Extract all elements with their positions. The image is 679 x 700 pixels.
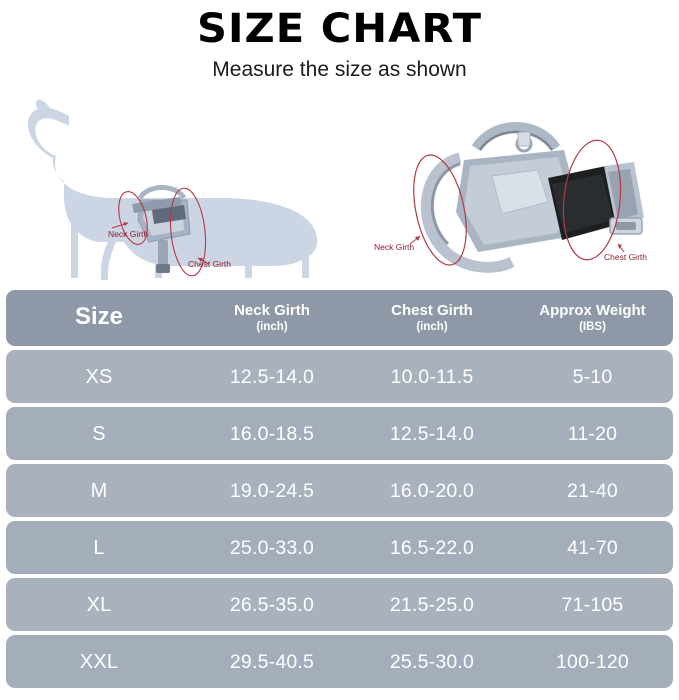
cell-size: L — [93, 536, 105, 559]
page-subtitle: Measure the size as shown — [212, 58, 467, 81]
cell-neck: 12.5-14.0 — [229, 365, 315, 388]
cell-neck: 26.5-35.0 — [229, 593, 315, 616]
column-header-chest-unit: (inch) — [416, 321, 448, 333]
dog-silhouette-illustration — [12, 92, 342, 288]
column-header-weight — [512, 302, 673, 334]
cell-size: XXL — [79, 650, 119, 673]
cell-neck: 29.5-40.5 — [229, 650, 315, 673]
table-row — [6, 350, 673, 403]
column-header-weight-label: Approx Weight — [539, 302, 646, 319]
cell-size: XS — [85, 365, 113, 388]
cell-chest: 12.5-14.0 — [389, 422, 475, 445]
cell-weight: 11-20 — [567, 422, 618, 445]
harness-product-illustration — [352, 92, 672, 288]
column-header-chest — [352, 302, 512, 334]
column-header-chest-label: Chest Girth — [391, 302, 473, 319]
chest-girth-label-left: Chest Girth — [188, 259, 231, 269]
table-row — [6, 635, 673, 688]
illustration-band — [0, 92, 679, 288]
table-row — [6, 464, 673, 517]
cell-chest: 16.0-20.0 — [389, 479, 475, 502]
column-header-weight-unit: (IBS) — [579, 321, 606, 333]
cell-size: S — [92, 422, 106, 445]
chest-girth-label-right: Chest Girth — [604, 252, 647, 262]
page-title: SIZE CHART — [197, 6, 482, 52]
column-header-neck-label: Neck Girth — [234, 302, 310, 319]
column-header-neck-unit: (inch) — [256, 321, 288, 333]
cell-chest: 16.5-22.0 — [389, 536, 475, 559]
header — [0, 0, 679, 84]
cell-size: XL — [86, 593, 112, 616]
table-row — [6, 407, 673, 460]
cell-neck: 16.0-18.5 — [229, 422, 315, 445]
cell-size: M — [90, 479, 108, 502]
cell-weight: 41-70 — [567, 536, 618, 559]
dog-silhouette-icon — [12, 92, 342, 288]
cell-weight: 100-120 — [556, 650, 629, 673]
column-header-size-label: Size — [74, 302, 124, 330]
cell-neck: 25.0-33.0 — [229, 536, 315, 559]
table-row — [6, 578, 673, 631]
size-table — [6, 290, 673, 692]
cell-weight: 21-40 — [567, 479, 618, 502]
cell-chest: 10.0-11.5 — [390, 365, 474, 388]
neck-girth-label-right: Neck Girth — [374, 242, 415, 252]
cell-chest: 25.5-30.0 — [389, 650, 475, 673]
cell-weight: 5-10 — [572, 365, 613, 388]
table-header-row — [6, 290, 673, 346]
table-row — [6, 521, 673, 574]
column-header-neck — [192, 302, 352, 334]
neck-girth-label-left: Neck Girth — [108, 229, 149, 239]
cell-weight: 71-105 — [561, 593, 624, 616]
column-header-size — [6, 302, 192, 330]
cell-neck: 19.0-24.5 — [229, 479, 315, 502]
cell-chest: 21.5-25.0 — [389, 593, 475, 616]
